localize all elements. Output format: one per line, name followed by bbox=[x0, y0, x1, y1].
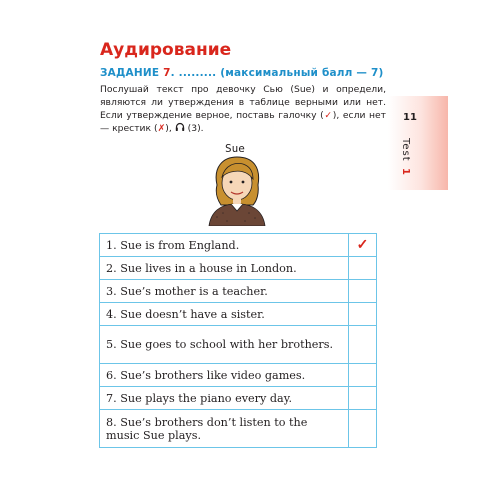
statement-row bbox=[100, 234, 377, 257]
statement-text-cell bbox=[100, 234, 349, 257]
sue-portrait bbox=[203, 141, 273, 226]
statement-text-cell bbox=[100, 326, 349, 364]
instructions-part3: ), bbox=[165, 123, 175, 134]
answer-mark-cell[interactable] bbox=[348, 326, 376, 364]
answer-mark-cell[interactable] bbox=[348, 303, 376, 326]
page-number: 11 bbox=[403, 112, 417, 123]
task-dots: . ......... bbox=[170, 67, 217, 79]
test-label-text: Test bbox=[400, 138, 411, 162]
answer-mark-cell[interactable] bbox=[348, 257, 376, 280]
sue-illustration bbox=[203, 141, 273, 226]
statement-text-cell bbox=[100, 364, 349, 387]
statement-row bbox=[100, 410, 377, 448]
test-label bbox=[400, 138, 411, 176]
side-tab bbox=[388, 96, 448, 190]
instructions-part4: (3). bbox=[184, 123, 204, 134]
statement-row bbox=[100, 280, 377, 303]
statement-text-cell bbox=[100, 257, 349, 280]
section-heading: Аудирование bbox=[100, 40, 232, 60]
statement-text: 8. Sue’s brothers don’t listen to the music Sue plays. bbox=[106, 415, 308, 442]
statement-text: 6. Sue’s brothers like video games. bbox=[106, 368, 306, 382]
statements-table bbox=[99, 233, 377, 448]
statement-text-cell bbox=[100, 410, 349, 448]
instructions-part2: ), если нет — крестик ( bbox=[100, 110, 387, 134]
statement-text: 3. Sue’s mother is a teacher. bbox=[106, 284, 268, 298]
test-number: 1 bbox=[400, 167, 411, 176]
statement-row bbox=[100, 326, 377, 364]
statement-text: 2. Sue lives in a house in London. bbox=[106, 261, 297, 275]
statement-text: 7. Sue plays the piano every day. bbox=[106, 391, 293, 405]
answer-mark-cell[interactable] bbox=[348, 387, 376, 410]
task-score: (максимальный балл — 7) bbox=[220, 67, 384, 79]
statement-text-cell bbox=[100, 280, 349, 303]
task-line bbox=[100, 67, 400, 79]
statement-row bbox=[100, 303, 377, 326]
answer-mark: ✓ bbox=[356, 237, 369, 253]
statement-text-cell bbox=[100, 387, 349, 410]
headphones-icon bbox=[175, 122, 185, 136]
statement-text: 4. Sue doesn’t have a sister. bbox=[106, 307, 265, 321]
instructions bbox=[100, 83, 386, 136]
check-symbol: ✓ bbox=[323, 110, 333, 121]
answer-mark-cell[interactable] bbox=[348, 364, 376, 387]
statement-row bbox=[100, 387, 377, 410]
instructions-part1: Послушай текст про девочку Сью (Sue) и определи, являются ли утверждения в таблице верными или нет. Если утверждение верное, поставь галочку ( bbox=[100, 84, 386, 121]
statement-row bbox=[100, 364, 377, 387]
statement-row bbox=[100, 257, 377, 280]
answer-mark-cell[interactable] bbox=[348, 410, 376, 448]
task-label: ЗАДАНИЕ bbox=[100, 67, 160, 79]
portrait-caption: Sue bbox=[225, 142, 245, 155]
statement-text: 5. Sue goes to school with her brothers. bbox=[106, 338, 334, 351]
task-number: 7 bbox=[163, 67, 171, 79]
statement-text-cell bbox=[100, 303, 349, 326]
statement-text: 1. Sue is from England. bbox=[106, 238, 240, 252]
cross-symbol: ✗ bbox=[157, 123, 166, 134]
answer-mark-cell[interactable] bbox=[348, 280, 376, 303]
answer-mark-cell[interactable] bbox=[348, 234, 376, 257]
